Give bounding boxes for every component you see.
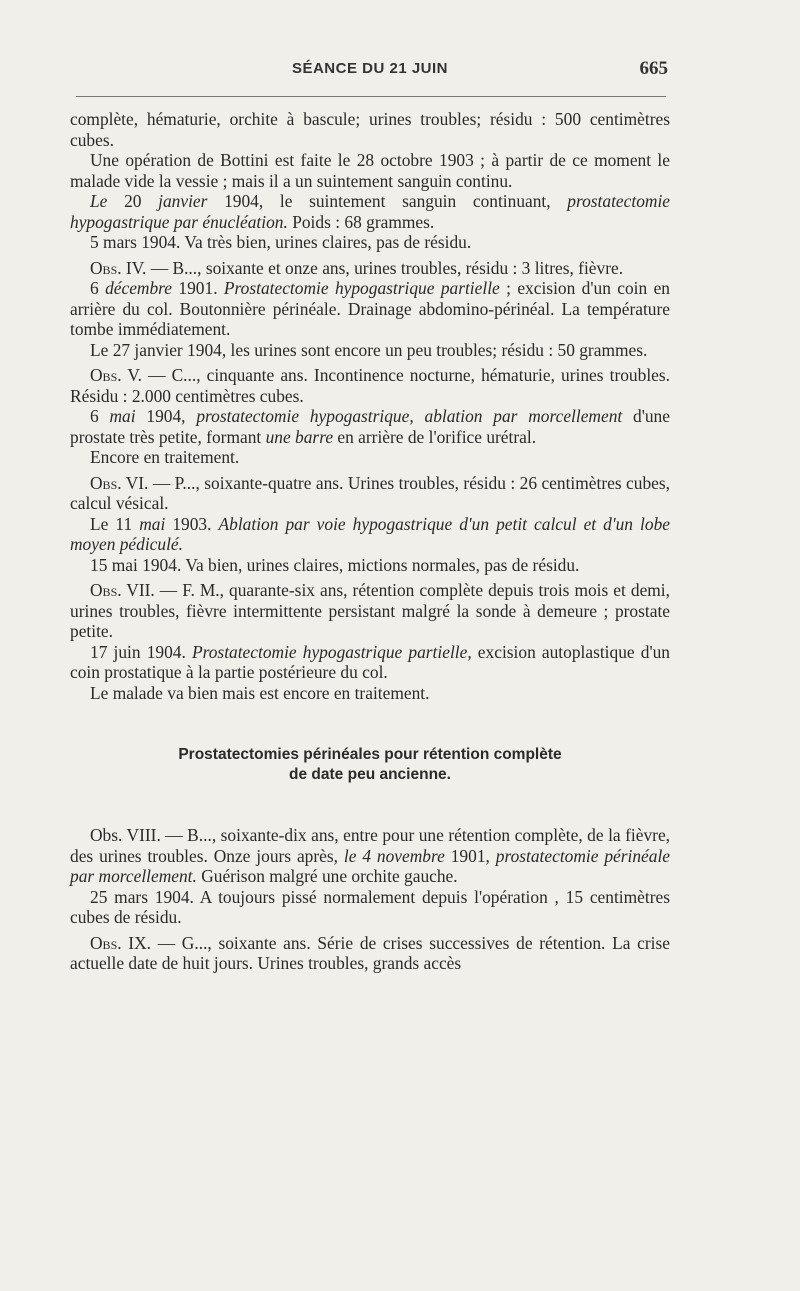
observation-label: Obs. VII. xyxy=(90,580,155,600)
paragraph: 6 mai 1904, prostatectomie hypogastrique, ablation par morcellement d'une prostate très petite, formant une barre en arrière de l'orifice urétral. xyxy=(70,406,670,447)
observation-paragraph: Obs. V. — C..., cinquante ans. Incontinence nocturne, hématurie, urines troubles. Résidu : 2.000 centimètres cubes. xyxy=(70,365,670,406)
observation-label: Obs. VIII. xyxy=(90,825,161,845)
paragraph: Le malade va bien mais est encore en traitement. xyxy=(90,682,430,703)
running-title: SÉANCE DU 21 JUIN xyxy=(291,60,449,77)
observation-paragraph: Obs. IX. — G..., soixante ans. Série de crises successives de rétention. La crise actuelle date de huit jours. Urines troubles, grands accès xyxy=(70,932,670,973)
page-number: 665 xyxy=(639,58,668,79)
observation-label: Obs. IX. xyxy=(90,932,151,953)
body-text xyxy=(70,109,670,974)
paragraph: 5 mars 1904. Va très bien, urines claires, pas de résidu. xyxy=(90,232,472,252)
page-header xyxy=(72,56,668,86)
observation-paragraph: Obs. VIII. — B..., soixante-dix ans, entre pour une rétention complète, de la fièvre, des urines troubles. Onze jours après, le 4 novembre 1901, prostatectomie périnéale par morcellement. Guérison malgré une orchite gauche. xyxy=(70,825,671,886)
observation-paragraph: Obs. IV. — B..., soixante et onze ans, urines troubles, résidu : 3 litres, fièvre. xyxy=(90,257,624,278)
paragraph: Une opération de Bottini est faite le 28 octobre 1903 ; à partir de ce moment le malade vide la vessie ; mais il a un suintement sanguin continu. xyxy=(70,150,670,191)
paragraph: 15 mai 1904. Va bien, urines claires, mictions normales, pas de résidu. xyxy=(90,554,580,575)
observation-label: Obs. VI. xyxy=(90,472,149,493)
paragraph: 25 mars 1904. A toujours pissé normalement depuis l'opération , 15 centimètres cubes de résidu. xyxy=(70,886,670,927)
paragraph: complète, hématurie, orchite à bascule; urines troubles; résidu : 500 centimètres cubes. xyxy=(70,109,670,150)
observation-paragraph: Obs. VII. — F. M., quarante-six ans, rétention complète depuis trois mois et demi, urines troubles, fièvre intermittente persistant malgré la sonde à demeure ; prostate petite. xyxy=(70,580,670,641)
paragraph: 17 juin 1904. Prostatectomie hypogastrique partielle, excision autoplastique d'un coin prostatique à la partie postérieure du col. xyxy=(70,641,670,682)
paragraph: Le 20 janvier 1904, le suintement sanguin continuant, prostatectomie hypogastrique par énucléation. Poids : 68 grammes. xyxy=(70,191,670,232)
observation-label: Obs. IV. xyxy=(90,257,147,278)
header-rule xyxy=(76,96,666,97)
paragraph: Le 27 janvier 1904, les urines sont encore un peu troubles; résidu : 50 grammes. xyxy=(90,339,648,360)
paragraph: 6 décembre 1901. Prostatectomie hypogastrique partielle ; excision d'un coin en arrière du col. Boutonnière périnéale. Drainage abdomino-périnéal. La température tombe immédiatement. xyxy=(70,278,670,339)
paragraph: Encore en traitement. xyxy=(90,447,240,467)
paragraph: Le 11 mai 1903. Ablation par voie hypogastrique d'un petit calcul et d'un lobe moyen pédiculé. xyxy=(70,513,670,554)
observation-paragraph: Obs. VI. — P..., soixante-quatre ans. Urines troubles, résidu : 26 centimètres cubes, calcul vésical. xyxy=(70,472,670,513)
section-title: Prostatectomies périnéales pour rétention complète de date peu ancienne. xyxy=(178,746,562,783)
observation-label: Obs. V. xyxy=(90,365,143,385)
